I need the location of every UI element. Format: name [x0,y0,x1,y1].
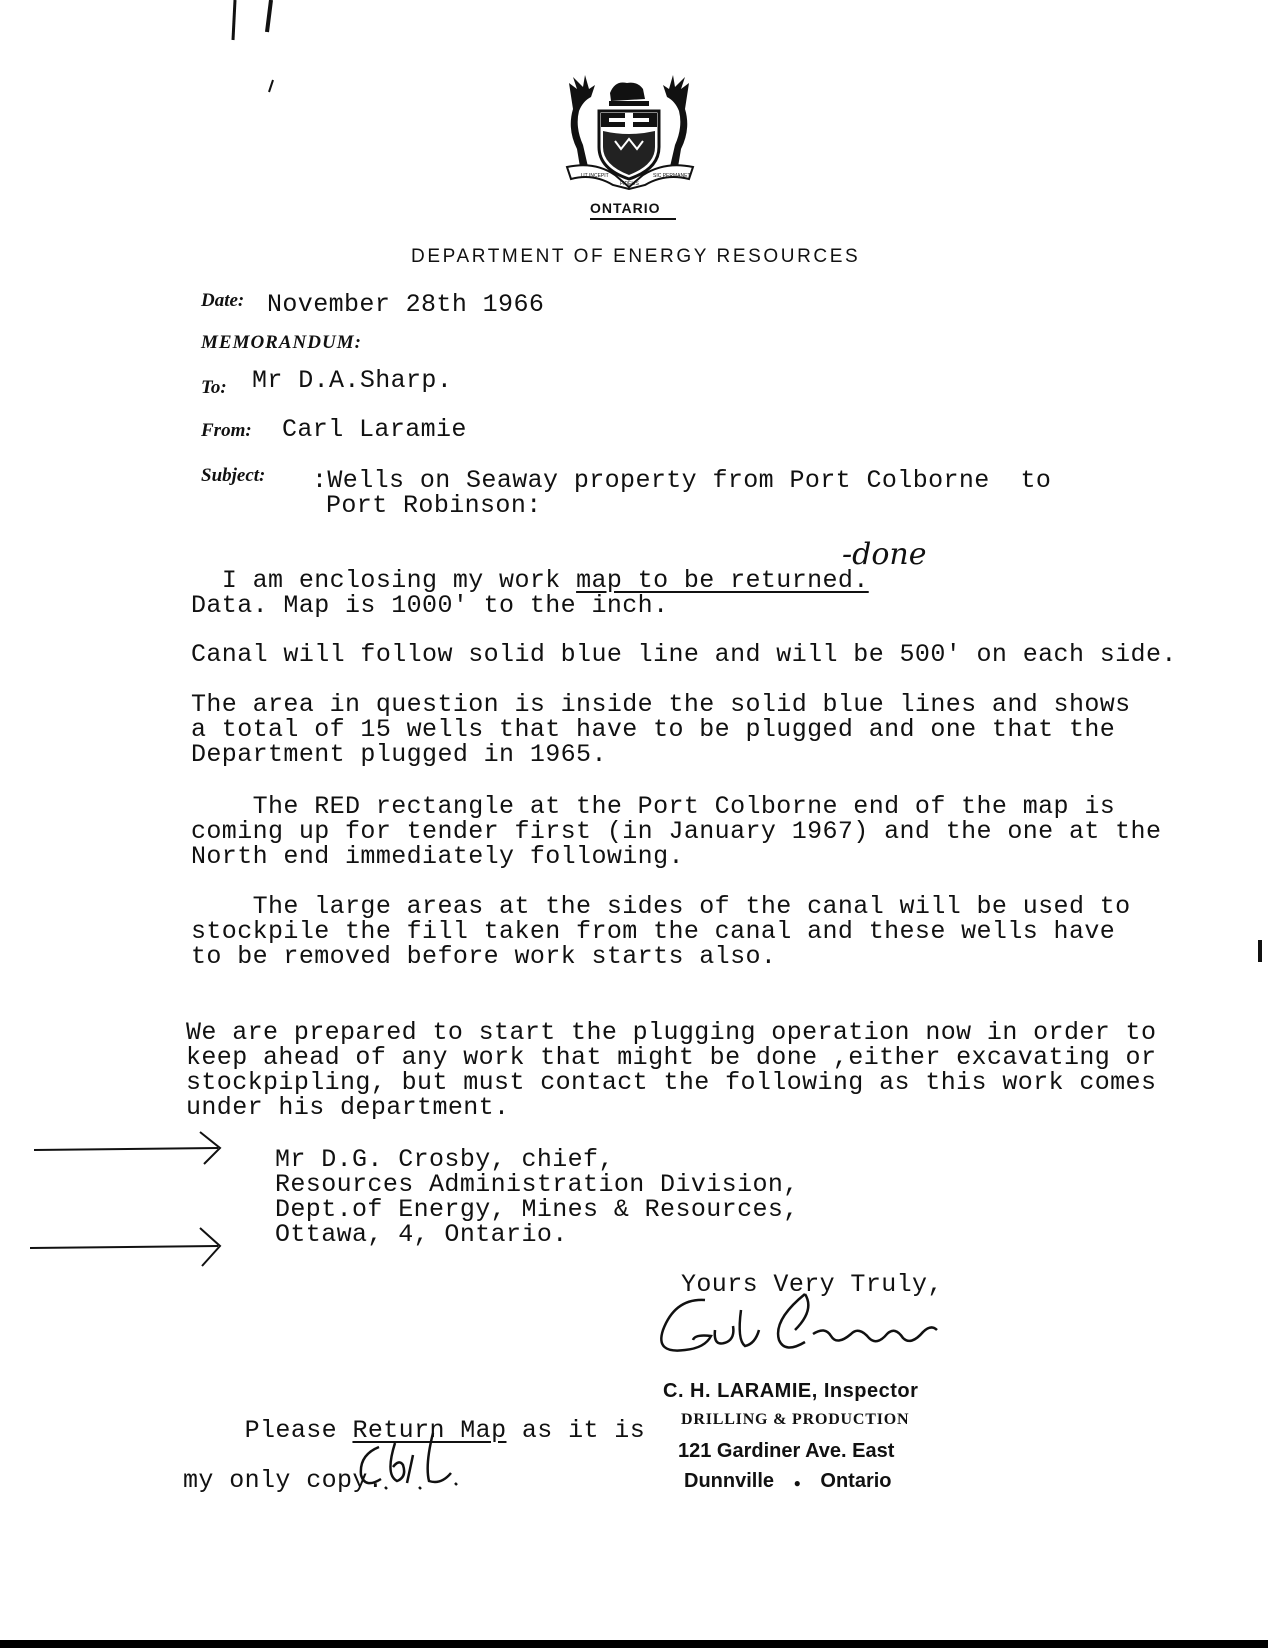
red-line-3: North end immediately following. [191,842,684,871]
prepared-line-1: We are prepared to start the plugging operation now in order to [186,1018,1157,1047]
paragraph-prepared [186,1020,1156,1120]
enclosing-text: I am enclosing my work [221,566,577,595]
red-line-1: The RED rectangle at the Port Colborne end of the map is [191,792,1116,821]
area-line-3: Department plugged in 1965. [191,740,607,769]
paragraph-canal: Canal will follow solid blue line and will be 500' on each side. [191,640,1177,669]
right-edge-mark [1258,940,1262,962]
signature [655,1290,945,1370]
large-line-3: to be removed before work starts also. [191,942,777,971]
prepared-line-2: keep ahead of any work that might be done ,either excavating or [186,1043,1157,1072]
province-name: Ontario [820,1470,892,1492]
large-line-2: stockpile the fill taken from the canal and these wells have [191,917,1116,946]
department-title: DEPARTMENT OF ENERGY RESOURCES [411,246,861,267]
map-returned-underlined: map to be returned. [576,566,869,595]
motto-left: UT INCEPIT [581,173,609,179]
stray-marks [225,0,285,100]
ps-post: as it is [506,1416,646,1445]
large-line-1: The large areas at the sides of the canal will be used to [191,892,1131,921]
from-value: Carl Laramie [282,415,467,444]
initials-signature [355,1425,495,1495]
to-value: Mr D.A.Sharp. [252,366,453,395]
signer-division: DRILLING & PRODUCTION [681,1411,910,1428]
motto-right: SIC PERMANET [653,173,691,179]
memorandum-label: MEMORANDUM: [201,332,362,353]
arrow-icon [26,1224,226,1270]
ps-return-map: Return Map [352,1416,507,1445]
signer-address: 121 Gardiner Ave. East [678,1440,895,1462]
signer-city [684,1470,892,1493]
page-bottom-border [0,1640,1268,1648]
area-line-1: The area in question is inside the solid blue lines and shows [191,690,1131,719]
red-line-2: coming up for tender first (in January 1967) and the one at the [191,817,1162,846]
contact-line-3: Dept.of Energy, Mines & Resources, [275,1195,799,1224]
subject-line-2: Port Robinson: [326,491,542,520]
subject-line-1: :Wells on Seaway property from Port Colborne to [312,466,1052,495]
postscript-line-2: my only copy. [183,1466,384,1495]
contact-address [275,1147,799,1247]
date-value: November 28th 1966 [267,290,545,319]
from-label: From: [201,420,252,441]
ps-pre: Please [244,1416,353,1445]
date-label: Date: [201,290,245,311]
contact-line-2: Resources Administration Division, [275,1170,799,1199]
handwritten-done-note: -done [842,537,927,572]
province-title: ONTARIO [590,200,661,216]
ontario-coat-of-arms-icon [565,75,695,190]
subject-label: Subject: [201,465,266,486]
to-label: To: [201,377,227,398]
signer-name: C. H. LARAMIE, Inspector [663,1380,919,1402]
signer-name-title [663,1380,918,1403]
area-line-2: a total of 15 wells that have to be plugged and one that the [191,715,1116,744]
city-separator: ● [793,1476,801,1490]
paragraph-data: Data. Map is 1000' to the inch. [191,591,669,620]
prepared-line-4: under his department. [186,1093,510,1122]
arrow-icon [30,1128,230,1168]
motto-center: FIDELIS [620,181,639,187]
province-rule [590,218,676,220]
prepared-line-3: stockpipling, but must contact the following as this work comes [186,1068,1157,1097]
paragraph-red-rectangle [191,794,1161,869]
closing-salutation: Yours Very Truly, [681,1270,943,1299]
contact-line-1: Mr D.G. Crosby, chief, [275,1145,614,1174]
paragraph-large-areas [191,894,1131,969]
paragraph-area [191,692,1131,767]
city-name: Dunnville [684,1470,775,1492]
paragraph-enclosing [191,543,869,593]
contact-line-4: Ottawa, 4, Ontario. [275,1220,568,1249]
